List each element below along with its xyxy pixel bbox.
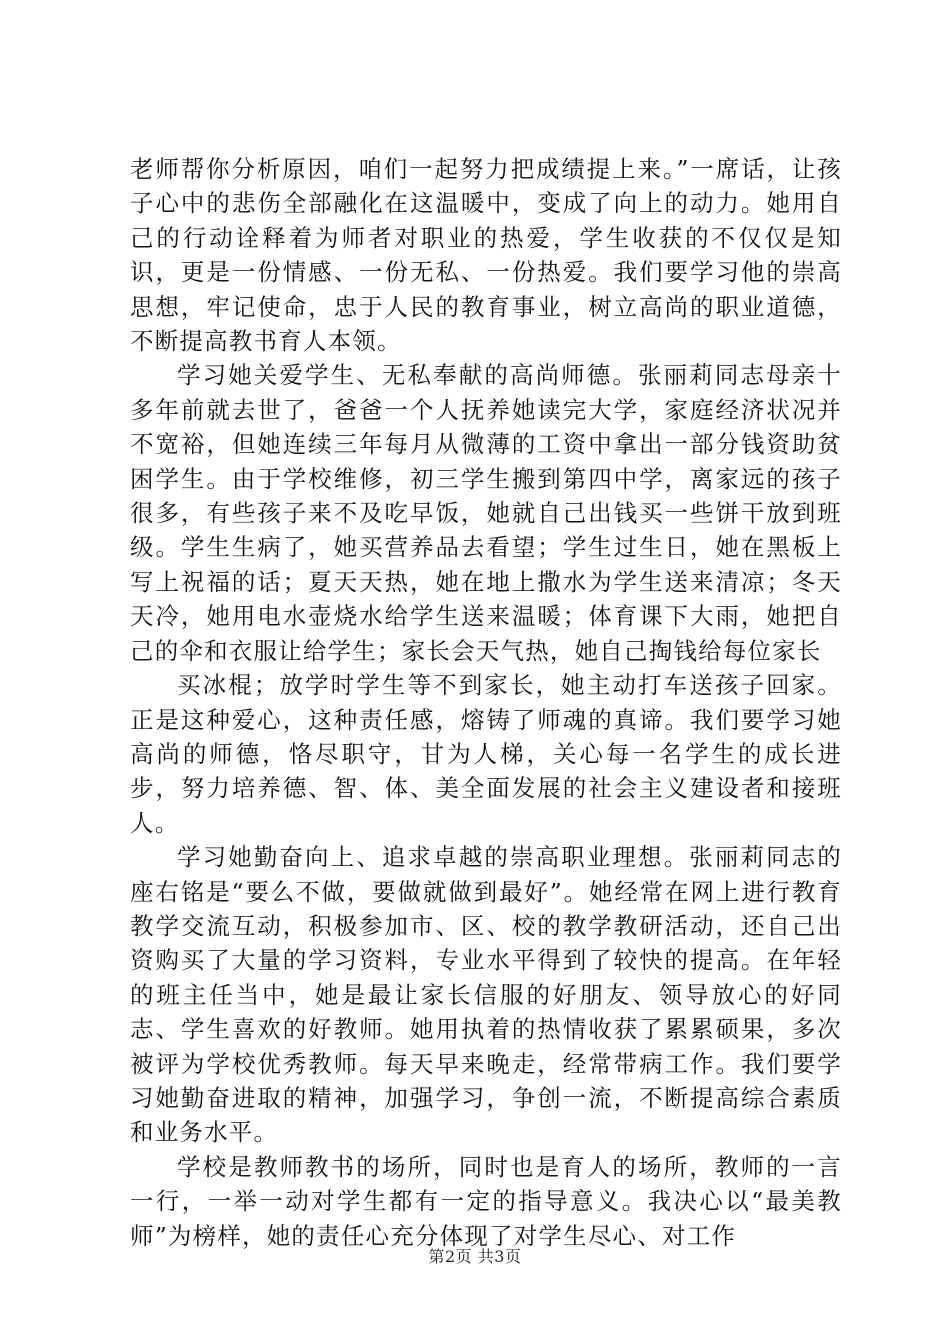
document-body (130, 152, 842, 1253)
paragraph-4: 学习她勤奋向上、追求卓越的崇高职业理想。张丽莉同志的座右铭是“要么不做，要做就做到最好”。她经常在网上进行教育教学交流互动，积极参加市、区、校的教学教研活动，还自己出资购买了大量的学习资料，专业水平得到了较快的提高。在年轻的班主任当中，她是最让家长信服的好朋友、领导放心的好同志、学生喜欢的好教师。她用执着的热情收获了累累硕果，多次被评为学校优秀教师。每天早来晚走，经常带病工作。我们要学习她勤奋进取的精神，加强学习，争创一流，不断提高综合素质和业务水平。 (130, 843, 842, 1147)
paragraph-5: 学校是教师教书的场所，同时也是育人的场所，教师的一言一行，一举一动对学生都有一定的指导意义。我决心以“最美教师”为榜样，她的责任心充分体现了对学生尽心、对工作 (130, 1152, 842, 1250)
paragraph-2: 学习她关爱学生、无私奉献的高尚师德。张丽莉同志母亲十多年前就去世了，爸爸一个人抚养她读完大学，家庭经济状况并不宽裕，但她连续三年每月从微薄的工资中拿出一部分钱资助贫困学生。由于学校维修，初三学生搬到第四中学，离家远的孩子很多，有些孩子来不及吃早饭，她就自己出钱买一些饼干放到班级。学生生病了，她买营养品去看望；学生过生日，她在黑板上写上祝福的话；夏天天热，她在地上撒水为学生送来清凉；冬天天冷，她用电水壶烧水给学生送来温暖；体育课下大雨，她把自己的伞和衣服让给学生；家长会天气热，她自己掏钱给每位家长 (130, 361, 842, 665)
page-number-footer: 第2页 共3页 (428, 1247, 522, 1266)
paragraph-3: 买冰棍；放学时学生等不到家长，她主动打车送孩子回家。正是这种爱心，这种责任感，熔铸了师魂的真谛。我们要学习她高尚的师德，恪尽职守，甘为人梯，关心每一名学生的成长进步，努力培养德、智、体、美全面发展的社会主义建设者和接班人。 (130, 671, 842, 837)
paragraph-1: 老师帮你分析原因，咱们一起努力把成绩提上来。”一席话，让孩子心中的悲伤全部融化在这温暖中，变成了向上的动力。她用自己的行动诠释着为师者对职业的热爱，学生收获的不仅仅是知识，更是一份情感、一份无私、一份热爱。我们要学习他的崇高思想，牢记使命，忠于人民的教育事业，树立高尚的职业道德，不断提高教书育人本领。 (130, 155, 842, 356)
